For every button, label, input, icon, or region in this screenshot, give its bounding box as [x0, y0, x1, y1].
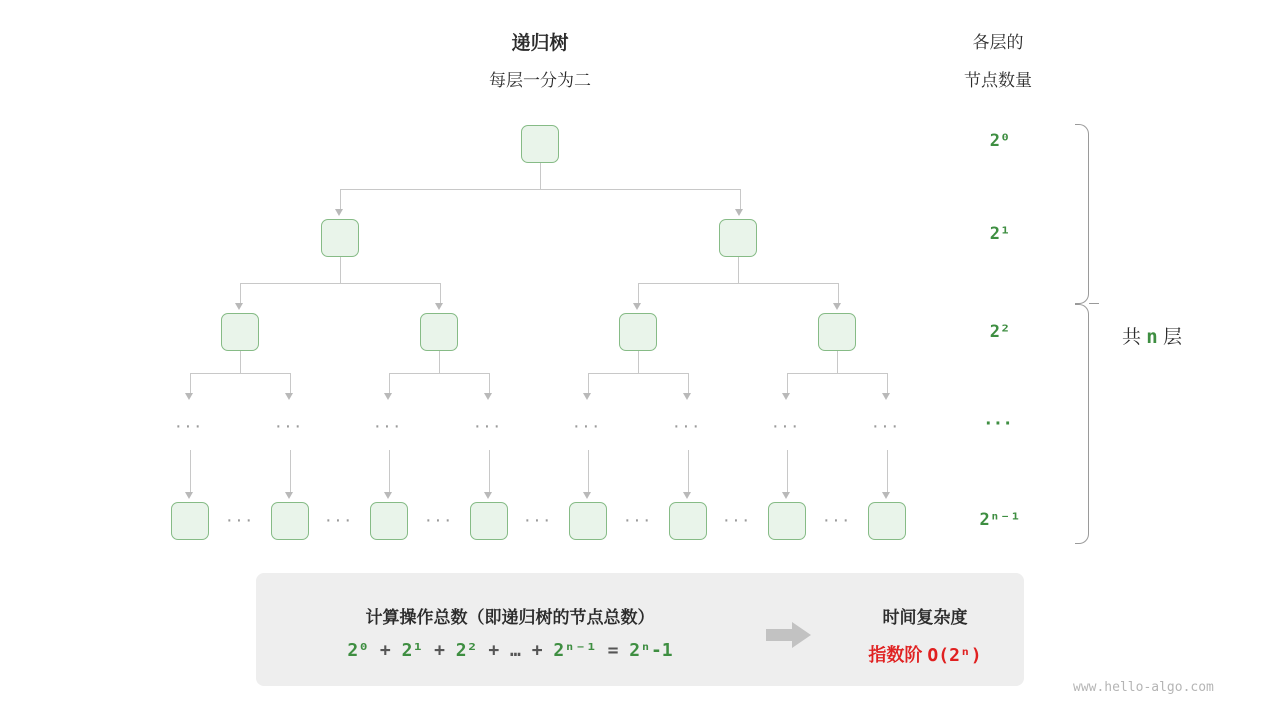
tree-node-last-4 — [569, 502, 607, 540]
summary-right-title: 时间复杂度 — [882, 608, 968, 627]
diagram-subtitle: 每层一分为二 — [489, 71, 591, 90]
connector-last-0 — [190, 450, 191, 495]
complexity-result — [830, 641, 1020, 667]
bottom-ellipsis-5: ··· — [723, 509, 752, 531]
arrow-l3-0 — [185, 393, 193, 400]
arrow-l3-4 — [583, 393, 591, 400]
arrow-l2-3 — [833, 303, 841, 310]
connector-l2-0-span — [190, 373, 290, 374]
formula-plus-1: + — [434, 640, 445, 661]
connector-last-3 — [489, 450, 490, 495]
connector-l2-0-drop — [240, 283, 241, 305]
formula-term-2: 2² — [455, 640, 478, 661]
arrow-l3-3 — [484, 393, 492, 400]
arrow-last-0 — [185, 492, 193, 499]
formula-plus-2: + — [488, 640, 500, 661]
tree-node-last-6 — [768, 502, 806, 540]
tree-ellipsis-5: ··· — [673, 415, 702, 437]
total-layers-label — [1122, 322, 1182, 349]
connector-last-4 — [588, 450, 589, 495]
bottom-ellipsis-6: ··· — [823, 509, 852, 531]
connector-last-6 — [787, 450, 788, 495]
tree-ellipsis-2: ··· — [374, 415, 403, 437]
arrow-last-3 — [484, 492, 492, 499]
watermark: www.hello-algo.com — [1073, 680, 1214, 695]
level-count-header-line1: 各层的 — [972, 33, 1024, 52]
right-arrow-icon — [766, 622, 812, 648]
tree-node-last-7 — [868, 502, 906, 540]
tree-ellipsis-3: ··· — [474, 415, 503, 437]
formula-term-1: 2¹ — [401, 640, 424, 661]
tree-node-l1-1 — [719, 219, 757, 257]
formula-term-0: 2⁰ — [347, 640, 370, 661]
tree-node-last-0 — [171, 502, 209, 540]
tree-node-l1-0 — [321, 219, 359, 257]
connector-l2-2-stem — [638, 351, 639, 373]
tree-node-l2-0 — [221, 313, 259, 351]
connector-l3-3-drop — [489, 373, 490, 395]
level-count-ellipsis: ··· — [985, 413, 1015, 435]
connector-l1-1-stem — [738, 257, 739, 283]
formula-equals: = — [607, 640, 619, 661]
connector-l2-2-span — [588, 373, 688, 374]
brace-tip — [1089, 303, 1099, 304]
total-layers-variable: n — [1146, 326, 1158, 348]
connector-l3-2-drop — [389, 373, 390, 395]
connector-l3-1-drop — [290, 373, 291, 395]
tree-node-l2-3 — [818, 313, 856, 351]
arrow-l2-1 — [435, 303, 443, 310]
tree-ellipsis-0: ··· — [175, 415, 204, 437]
formula-term-ellipsis: … — [510, 640, 521, 661]
arrow-l3-6 — [782, 393, 790, 400]
arrow-l1-left — [335, 209, 343, 216]
summary-left-title: 计算操作总数（即递归树的节点总数） — [365, 608, 655, 627]
connector-l3-6-drop — [787, 373, 788, 395]
connector-l2-0-stem — [240, 351, 241, 373]
connector-l1-0-span — [240, 283, 440, 284]
tree-node-l2-1 — [420, 313, 458, 351]
tree-node-last-3 — [470, 502, 508, 540]
arrow-l3-7 — [882, 393, 890, 400]
level-count-2: 2² — [989, 322, 1011, 342]
arrow-last-7 — [882, 492, 890, 499]
total-layers-prefix: 共 — [1122, 327, 1142, 348]
arrow-l1-right — [735, 209, 743, 216]
brace-lower — [1075, 304, 1089, 544]
connector-l1-0-stem — [340, 257, 341, 283]
arrow-last-1 — [285, 492, 293, 499]
summary-panel — [256, 573, 1024, 686]
tree-node-l0-0 — [521, 125, 559, 163]
connector-l2-1-stem — [439, 351, 440, 373]
tree-node-l2-2 — [619, 313, 657, 351]
connector-last-2 — [389, 450, 390, 495]
tree-node-last-5 — [669, 502, 707, 540]
bottom-ellipsis-2: ··· — [425, 509, 454, 531]
bottom-ellipsis-0: ··· — [226, 509, 255, 531]
arrow-last-6 — [782, 492, 790, 499]
formula-result: 2ⁿ-1 — [629, 640, 673, 661]
connector-l2-3-span — [787, 373, 887, 374]
tree-ellipsis-7: ··· — [872, 415, 901, 437]
connector-l2-1-span — [389, 373, 489, 374]
tree-ellipsis-4: ··· — [573, 415, 602, 437]
connector-l2-1-drop — [440, 283, 441, 305]
arrow-last-5 — [683, 492, 691, 499]
tree-node-last-2 — [370, 502, 408, 540]
connector-last-5 — [688, 450, 689, 495]
bottom-ellipsis-3: ··· — [524, 509, 553, 531]
connector-last-1 — [290, 450, 291, 495]
connector-last-7 — [887, 450, 888, 495]
tree-node-last-1 — [271, 502, 309, 540]
formula-plus-3: + — [531, 640, 543, 661]
tree-ellipsis-6: ··· — [772, 415, 801, 437]
arrow-l2-2 — [633, 303, 641, 310]
connector-l2-3-stem — [837, 351, 838, 373]
complexity-label: 指数阶 — [868, 645, 923, 665]
formula-plus-0: + — [379, 640, 391, 661]
connector-l3-7-drop — [887, 373, 888, 395]
connector-l2-3-drop — [838, 283, 839, 305]
connector-l0-stem — [540, 163, 541, 189]
connector-l2-2-drop — [638, 283, 639, 305]
arrow-l3-5 — [683, 393, 691, 400]
diagram-title: 递归树 — [511, 33, 569, 54]
summary-formula — [270, 640, 750, 661]
level-count-header-line2: 节点数量 — [964, 71, 1032, 90]
tree-ellipsis-1: ··· — [275, 415, 304, 437]
bottom-ellipsis-4: ··· — [624, 509, 653, 531]
arrow-last-2 — [384, 492, 392, 499]
connector-l1-left-drop — [340, 189, 341, 211]
arrow-last-4 — [583, 492, 591, 499]
brace-upper — [1075, 124, 1089, 304]
connector-l3-0-drop — [190, 373, 191, 395]
bottom-ellipsis-1: ··· — [325, 509, 354, 531]
connector-l1-right-drop — [740, 189, 741, 211]
level-count-last: 2ⁿ⁻¹ — [979, 510, 1021, 530]
level-count-0: 2⁰ — [989, 131, 1011, 151]
level-count-1: 2¹ — [989, 224, 1011, 244]
arrow-l3-2 — [384, 393, 392, 400]
formula-term-last: 2ⁿ⁻¹ — [553, 640, 597, 661]
connector-l3-4-drop — [588, 373, 589, 395]
arrow-l2-0 — [235, 303, 243, 310]
complexity-value: O(2ⁿ) — [927, 645, 982, 666]
connector-l1-1-span — [638, 283, 838, 284]
arrow-l3-1 — [285, 393, 293, 400]
connector-l0-span — [340, 189, 740, 190]
connector-l3-5-drop — [688, 373, 689, 395]
total-layers-suffix: 层 — [1163, 327, 1183, 348]
